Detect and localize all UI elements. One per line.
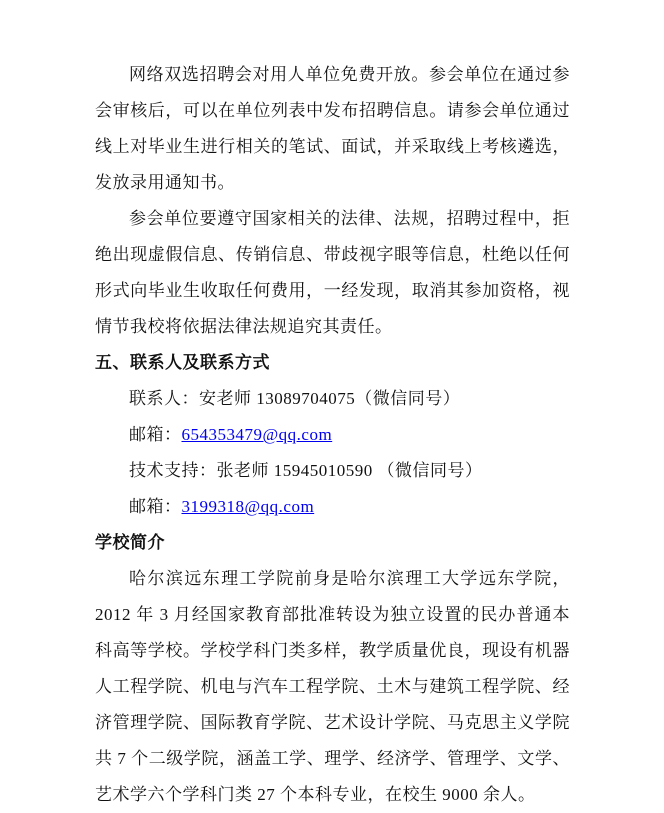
- paragraph-recruitment-rules: 参会单位要遵守国家相关的法律、法规，招聘过程中，拒绝出现虚假信息、传销信息、带歧视字眼等信息，杜绝以任何形式向毕业生收取任何费用，一经发现，取消其参加资格，视情节我校将依据法律法规追究其责任。: [95, 209, 570, 336]
- paragraph-online-fair-open: 网络双选招聘会对用人单位免费开放。参会单位在通过参会审核后，可以在单位列表中发布招聘信息。请参会单位通过线上对毕业生进行相关的笔试、面试，并采取线上考核遴选，发放录用通知书。: [95, 65, 570, 192]
- paragraph-school-introduction: 哈尔滨远东理工学院前身是哈尔滨理工大学远东学院，2012 年 3 月经国家教育部批准转设为独立设置的民办普通本科高等学校。学校学科门类多样，教学质量优良，现设有机器人工程学院、机电与汽车工程学院、土木与建筑工程学院、经济管理学院、国际教育学院、艺术设计学院、马克思主义学院共 7 个二级学院，涵盖工学、理学、经济学、管理学、文学、艺术学六个学科门类 27 个本科专业，在校生 9000 余人。: [95, 569, 570, 804]
- section-heading-school-intro: 学校简介: [95, 533, 165, 552]
- email-line-1: [95, 417, 570, 453]
- email-line-2: [95, 489, 570, 525]
- contact-person-line: 联系人：安老师 13089704075（微信同号）: [129, 389, 461, 408]
- tech-support-line: 技术支持：张老师 15945010590 （微信同号）: [129, 461, 483, 480]
- email-label-2: 邮箱：: [129, 497, 182, 516]
- email-link-1[interactable]: 654353479@qq.com: [181, 425, 333, 444]
- email-label-1: 邮箱：: [129, 425, 182, 444]
- email-link-2[interactable]: 3199318@qq.com: [181, 497, 315, 516]
- section-heading-contact-info: 五、联系人及联系方式: [95, 353, 270, 372]
